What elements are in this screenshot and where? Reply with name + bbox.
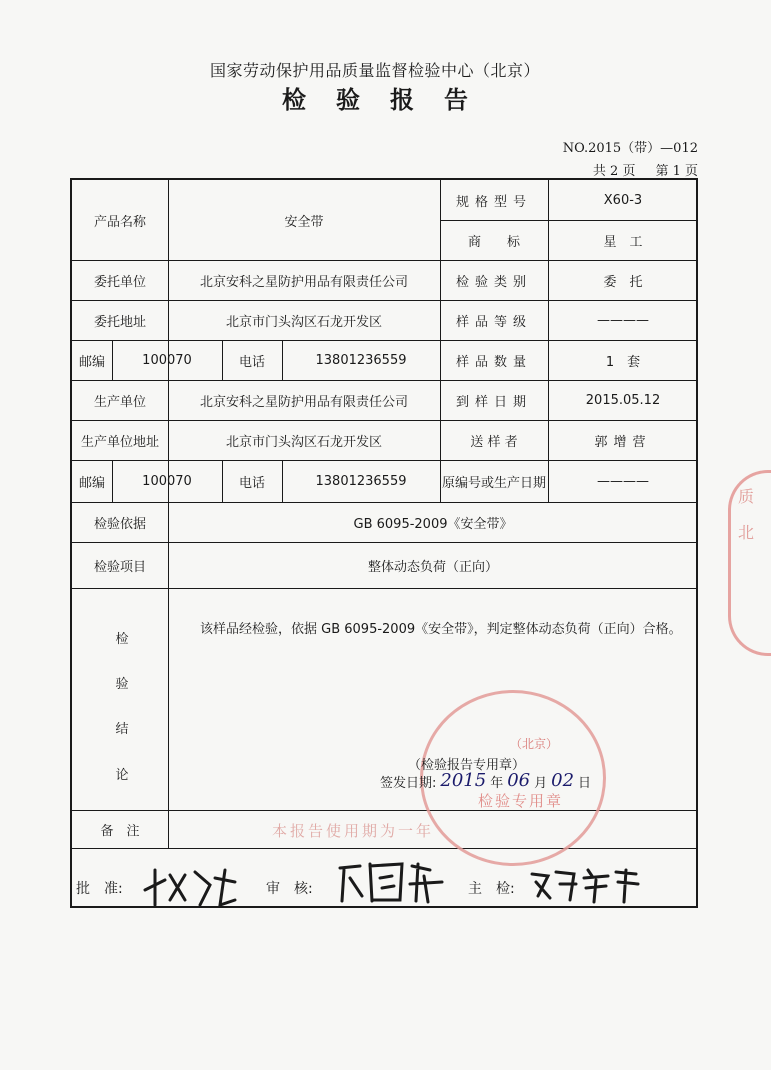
client-address-label: 委托地址 [93,314,146,330]
conclusion-text: 该样品经检验，依据 GB 6095-2009《安全带》，判定整体动态负荷（正向）合格。 [200,622,682,637]
conclusion-char-2: 验 [115,677,129,692]
report-number: NO.2015（带）—012 [562,141,698,156]
arrival-date-value: 2015.05.12 [585,392,661,408]
year-unit: 年 [490,776,504,791]
conclusion-char-3: 结 [115,722,129,737]
client-value: 北京安科之星防护用品有限责任公司 [199,274,408,290]
postcode-label: 邮编 [78,354,105,370]
grade-value: ———— [597,312,649,328]
issue-date-label: 签发日期: [380,776,437,791]
sender-value: 郭增营 [594,434,652,450]
issue-day: 02 [551,770,575,791]
producer-label: 生产单位 [93,394,146,410]
issue-year: 2015 [440,770,487,791]
approver-signature [140,860,250,910]
phone-label: 电话 [238,354,265,370]
pages-total: 共 2 页 [592,164,636,179]
original-number-value: ———— [597,473,649,489]
issuing-organization: 国家劳动保护用品质量监督检验中心（北京） [209,61,540,80]
report-table [70,178,698,908]
issue-date [380,770,591,791]
brand-value: 星 工 [603,234,643,250]
validity-remark: 本报告使用期为一年 [272,822,435,840]
basis-value: GB 6095-2009《安全带》 [353,516,513,532]
test-item-value: 整体动态负荷（正向） [367,559,498,575]
test-type-label: 检验类别 [455,274,532,290]
edge-seal-char-1: 质 [738,487,755,506]
producer-value: 北京安科之星防护用品有限责任公司 [199,394,408,410]
brand-label: 商 标 [467,234,520,250]
phone2-value: 13801236559 [315,473,407,489]
original-number-label: 原编号或生产日期 [441,475,546,491]
arrival-date-label: 到样日期 [455,394,532,410]
postcode-value: 100070 [142,352,192,368]
producer-address-value: 北京市门头沟区石龙开发区 [225,434,382,450]
basis-label: 检验依据 [93,516,146,532]
reviewer-signature [332,856,452,908]
seal-note: （检验报告专用章） [408,758,526,773]
conclusion-char-4: 论 [115,768,129,783]
client-label: 委托单位 [93,274,146,290]
edge-seal-char-2: 北 [738,523,755,542]
quantity-value: 1 套 [605,354,641,370]
conclusion-char-1: 检 [115,632,129,647]
sender-label: 送 样 者 [470,434,518,450]
page-current: 第 1 页 [655,164,698,179]
quantity-label: 样品数量 [455,354,532,370]
seal-center-text: （北京） [510,737,559,751]
postcode2-value: 100070 [142,473,192,489]
signature-row [70,850,698,910]
review-label: 审 核: [266,881,313,897]
product-name-value: 安全带 [284,214,324,230]
test-type-value: 委 托 [603,274,643,290]
phone-value: 13801236559 [315,352,407,368]
issue-month: 06 [507,770,531,791]
inspector-signature [526,862,646,906]
postcode2-label: 邮编 [78,475,105,491]
phone2-label: 电话 [238,475,265,491]
page-indicator [573,160,698,179]
product-name-label: 产品名称 [93,214,146,230]
day-unit: 日 [578,776,592,791]
model-value: X60-3 [603,192,643,208]
producer-address-label: 生产单位地址 [80,434,159,450]
remark-label: 备 注 [100,823,140,839]
inspector-label: 主 检: [468,881,515,897]
grade-label: 样品等级 [455,314,532,330]
seal-bottom-text: 检验专用章 [478,792,564,810]
model-label: 规格型号 [455,194,532,210]
approve-label: 批 准: [76,881,123,897]
client-address-value: 北京市门头沟区石龙开发区 [225,314,382,330]
test-item-label: 检验项目 [93,559,146,575]
report-title: 检验报告 [282,86,498,114]
month-unit: 月 [534,776,548,791]
